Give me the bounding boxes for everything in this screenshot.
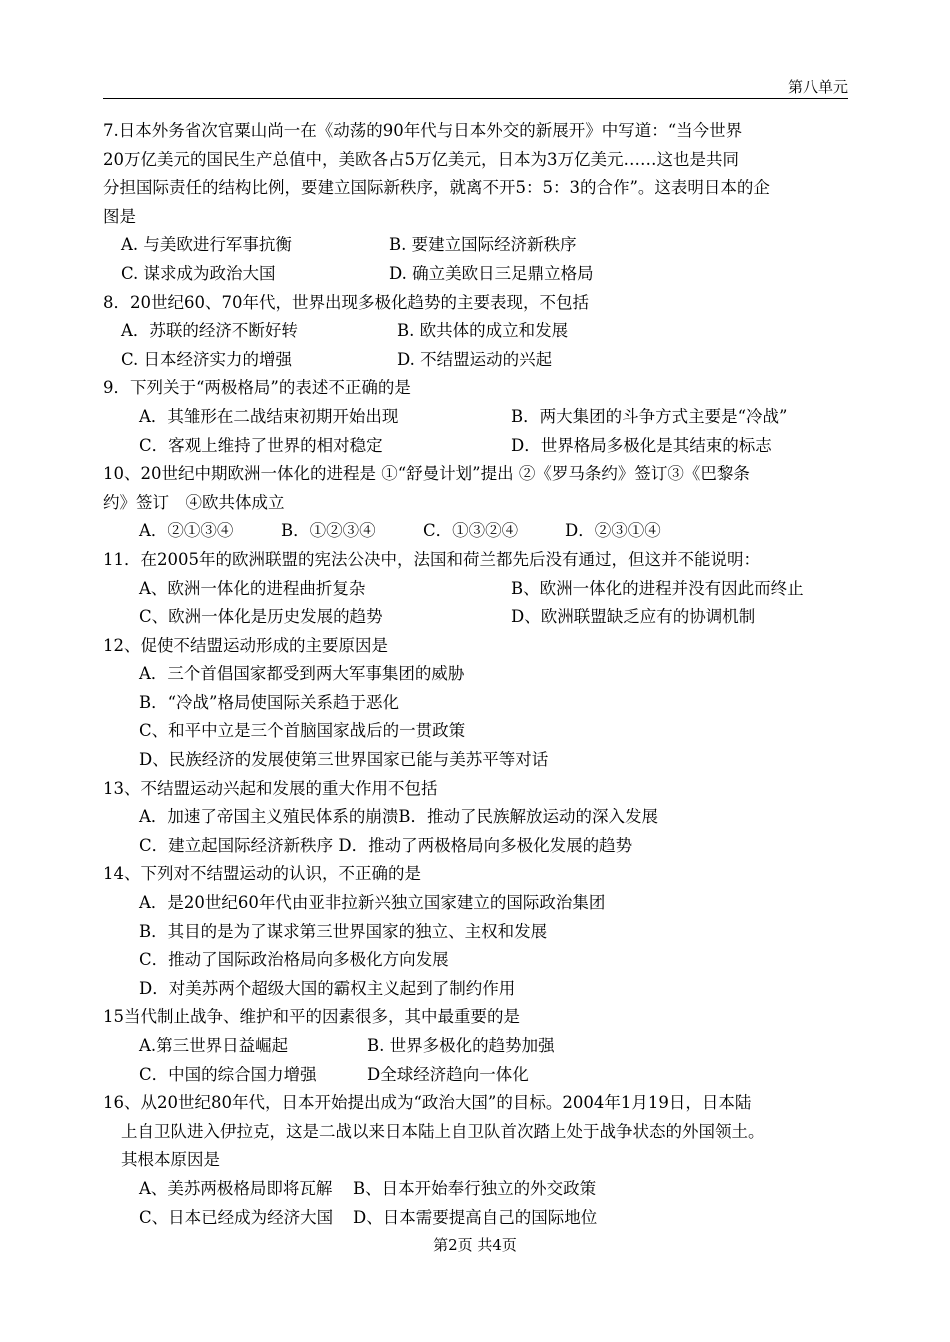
- option-row: [103, 346, 851, 375]
- question-stem: 7.日本外务省次官粟山尚一在《动荡的90年代与日本外交的新展开》中写道：“当今世界: [103, 121, 743, 140]
- option-b: B、日本开始奉行独立的外交政策: [353, 1178, 597, 1198]
- option-row: [103, 231, 851, 260]
- option-row: A．加速了帝国主义殖民体系的崩溃B．推动了民族解放运动的深入发展: [139, 807, 659, 827]
- option-c: C. 谋求成为政治大国: [121, 263, 276, 283]
- option-c: C、欧洲一体化是历史发展的趋势: [139, 607, 383, 627]
- question-stem: 8．20世纪60、70年代，世界出现多极化趋势的主要表现，不包括: [103, 292, 589, 312]
- option-d: D．对美苏两个超级大国的霸权主义起到了制约作用: [139, 978, 516, 998]
- question-10: [103, 460, 851, 546]
- question-14: [103, 860, 851, 1003]
- page-header: [103, 76, 848, 99]
- question-stem: 15当代制止战争、维护和平的因素很多，其中最重要的是: [103, 1007, 520, 1027]
- question-stem: 14、下列对不结盟运动的认识，不正确的是: [103, 864, 421, 884]
- option-row: [103, 260, 851, 289]
- option-row: [103, 432, 851, 461]
- option-b: B．其目的是为了谋求第三世界国家的独立、主权和发展: [139, 921, 548, 941]
- option-row: [103, 317, 851, 346]
- option-b: B. 要建立国际经济新秩序: [389, 235, 577, 255]
- option-row: [103, 1061, 851, 1090]
- option-a: A．苏联的经济不断好转: [121, 321, 298, 341]
- option-c: C. 日本经济实力的增强: [121, 349, 293, 369]
- question-stem: 11．在2005年的欧洲联盟的宪法公决中，法国和荷兰都先后没有通过，但这并不能说明：: [103, 549, 760, 569]
- question-8: [103, 289, 851, 375]
- option-b: B．“冷战”格局使国际关系趋于恶化: [139, 692, 399, 712]
- option-d: D. 不结盟运动的兴起: [397, 349, 553, 369]
- option-a: A．其雏形在二战结束初期开始出现: [139, 406, 399, 426]
- option-b: B．①②③④: [281, 521, 376, 541]
- question-9: [103, 374, 851, 460]
- option-d: D全球经济趋向一体化: [367, 1064, 529, 1084]
- option-c: C．中国的综合国力增强: [139, 1064, 317, 1084]
- option-row: [103, 603, 851, 632]
- option-row: [103, 1204, 851, 1233]
- question-12: [103, 632, 851, 775]
- option-a: A.第三世界日益崛起: [139, 1036, 289, 1055]
- option-d: D、民族经济的发展使第三世界国家已能与美苏平等对话: [139, 750, 549, 770]
- question-11: [103, 546, 851, 632]
- question-stem: 其根本原因是: [121, 1150, 220, 1170]
- option-a: A．三个首倡国家都受到两大军事集团的威胁: [139, 664, 465, 684]
- option-a: A、美苏两极格局即将瓦解: [139, 1178, 333, 1198]
- option-row: [103, 517, 851, 546]
- option-row: [103, 1175, 851, 1204]
- question-13: [103, 775, 851, 861]
- option-b: B、欧洲一体化的进程并没有因此而终止: [511, 578, 804, 598]
- option-d: D. 确立美欧日三足鼎立格局: [389, 263, 594, 283]
- option-d: D．②③①④: [565, 521, 661, 541]
- option-d: D．世界格局多极化是其结束的标志: [511, 435, 772, 455]
- option-a: A、欧洲一体化的进程曲折复杂: [139, 578, 366, 598]
- option-a: A. 与美欧进行军事抗衡: [121, 235, 292, 255]
- question-stem: 16、从20世纪80年代，日本开始提出成为“政治大国”的目标。2004年1月19日，日本陆: [103, 1093, 752, 1113]
- option-a: A．是20世纪60年代由亚非拉新兴独立国家建立的国际政治集团: [139, 893, 606, 913]
- question-15: [103, 1003, 851, 1089]
- question-stem: 9．下列关于“两极格局”的表述不正确的是: [103, 378, 411, 398]
- unit-label: 第八单元: [787, 78, 848, 96]
- page-number: 第2页 共4页: [433, 1236, 517, 1254]
- option-b: B. 欧共体的成立和发展: [397, 321, 569, 341]
- question-7: [103, 117, 851, 289]
- question-stem: 20万亿美元的国民生产总值中，美欧各占5万亿美元，日本为3万亿美元……这也是共同: [103, 149, 739, 169]
- option-c: C．①③②④: [423, 521, 519, 541]
- option-b: B．两大集团的斗争方式主要是“冷战”: [511, 406, 788, 426]
- question-stem: 上自卫队进入伊拉克，这是二战以来日本陆上自卫队首次踏上处于战争状态的外国领土。: [121, 1121, 765, 1141]
- question-stem: 图是: [103, 206, 136, 226]
- question-stem: 分担国际责任的结构比例，要建立国际新秩序，就离不开5：5：3的合作”。这表明日本的企: [103, 178, 770, 198]
- question-stem: 约》签订 ④欧共体成立: [103, 492, 285, 512]
- option-c: C．客观上维持了世界的相对稳定: [139, 435, 383, 455]
- question-stem: 13、不结盟运动兴起和发展的重大作用不包括: [103, 778, 438, 798]
- question-stem: 10、20世纪中期欧洲一体化的进程是 ①“舒曼计划”提出 ②《罗马条约》签订③《巴黎条: [103, 464, 750, 484]
- option-a: A．②①③④: [139, 521, 234, 541]
- question-list: [103, 117, 851, 1232]
- question-16: [103, 1089, 851, 1232]
- option-row: [103, 403, 851, 432]
- option-d: D、欧洲联盟缺乏应有的协调机制: [511, 607, 756, 627]
- question-stem: 12、促使不结盟运动形成的主要原因是: [103, 635, 388, 655]
- option-c: C、日本已经成为经济大国: [139, 1207, 334, 1227]
- option-row: [103, 575, 851, 604]
- option-row: C．建立起国际经济新秩序 D．推动了两极格局向多极化发展的趋势: [139, 835, 633, 855]
- option-d: D、日本需要提高自己的国际地位: [353, 1207, 598, 1227]
- option-row: [103, 1032, 851, 1061]
- option-c: C、和平中立是三个首脑国家战后的一贯政策: [139, 721, 466, 741]
- option-b: B. 世界多极化的趋势加强: [367, 1036, 555, 1055]
- option-c: C．推动了国际政治格局向多极化方向发展: [139, 950, 449, 970]
